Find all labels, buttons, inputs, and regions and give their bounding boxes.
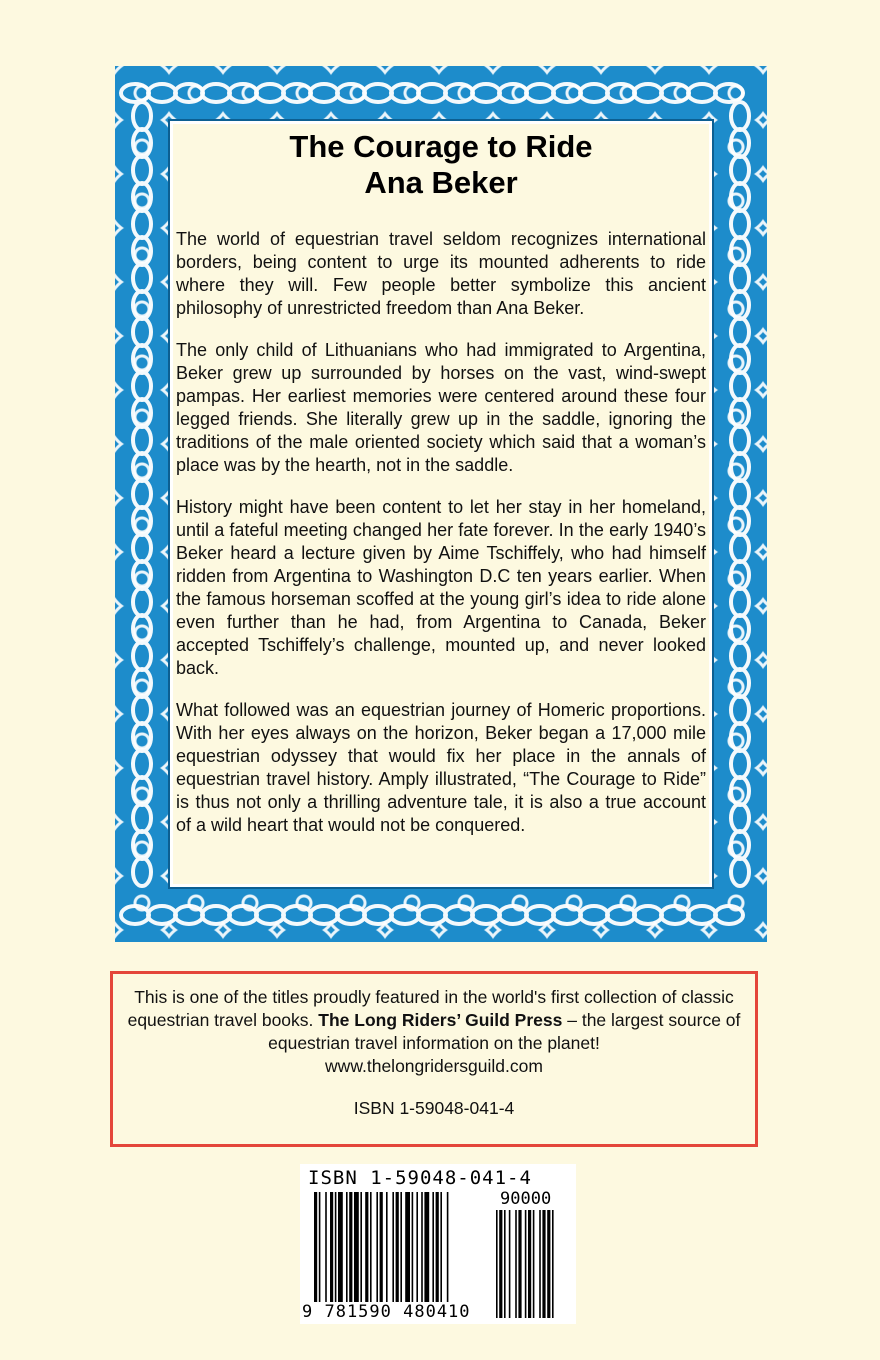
website-url: www.thelongridersguild.com xyxy=(325,1056,543,1076)
barcode-bar xyxy=(354,1192,359,1302)
knot-loop xyxy=(418,84,446,102)
knot-loop xyxy=(688,906,716,924)
knot-loop xyxy=(580,84,608,102)
knot-loop xyxy=(731,750,749,778)
knot-loop xyxy=(133,399,151,427)
knot-loop xyxy=(310,906,338,924)
isbn-text: ISBN 1-59048-041-4 xyxy=(353,1098,515,1118)
knot-loop xyxy=(133,183,151,211)
barcode-bar xyxy=(421,1192,423,1302)
barcode-bar xyxy=(360,1192,362,1302)
barcode-bar xyxy=(424,1192,429,1302)
knot-loop xyxy=(133,210,151,238)
knot-loop xyxy=(634,84,662,102)
paragraph: What followed was an equestrian journey of Homeric proportions. With her eyes always on the horizon, Beker began a 17,000 mile equestrian odyssey that would fix her place in the annals of equestrian travel history. Amply illustrated, “The Courage to Ride” is thus not only a thrilling adventure tale, it is also a true account of a wild heart that would not be conquered. xyxy=(176,700,706,835)
addon-bar xyxy=(496,1210,498,1318)
knot-loop xyxy=(133,642,151,670)
knot-loop xyxy=(731,831,749,859)
book-author: Ana Beker xyxy=(364,165,518,200)
knot-loop xyxy=(133,291,151,319)
addon-bar xyxy=(539,1210,541,1318)
knot-loop xyxy=(688,84,716,102)
barcode-bar xyxy=(447,1192,449,1302)
knot-loop xyxy=(202,84,230,102)
knot-loop xyxy=(634,906,662,924)
addon-bar xyxy=(547,1210,550,1318)
knot-loop xyxy=(731,318,749,346)
knot-loop xyxy=(133,696,151,724)
publisher-info-box xyxy=(110,971,758,1147)
paragraph: History might have been content to let her stay in her homeland, until a fateful meeting changed her fate forever. In the early 1940’s Beker heard a lecture given by Aime Tschiffely, who had himself ridden from Argentina to Washington D.C ten years earlier. When the famous horseman scoffed at the young girl’s idea to ride alone even further than he had, from Argentina to Canada, Beker accepted Tschiffely’s challenge, mounted up, and never looked back. xyxy=(176,497,706,678)
knot-loop xyxy=(310,84,338,102)
knot-loop xyxy=(121,906,149,924)
knot-loop xyxy=(731,210,749,238)
barcode-addon-number: 90000 xyxy=(500,1189,552,1209)
knot-loop xyxy=(731,561,749,589)
knot-loop xyxy=(445,906,473,924)
barcode-bar xyxy=(376,1192,378,1302)
barcode-bar xyxy=(400,1192,402,1302)
book-title: The Courage to Ride xyxy=(289,129,593,164)
knot-loop xyxy=(133,750,151,778)
knot-loop xyxy=(731,264,749,292)
knot-loop xyxy=(133,561,151,589)
knot-loop xyxy=(133,534,151,562)
knot-loop xyxy=(391,906,419,924)
addon-bar xyxy=(533,1210,535,1318)
knot-loop xyxy=(175,906,203,924)
knot-loop xyxy=(148,84,176,102)
knot-loop xyxy=(499,906,527,924)
barcode-bar xyxy=(396,1192,399,1302)
knot-loop xyxy=(391,84,419,102)
knot-loop xyxy=(202,906,230,924)
knot-loop xyxy=(731,615,749,643)
knot-loop xyxy=(731,507,749,535)
knot-loop xyxy=(337,906,365,924)
knot-loop xyxy=(731,129,749,157)
knot-loop xyxy=(661,906,689,924)
knot-loop xyxy=(229,906,257,924)
barcode-bar xyxy=(349,1192,352,1302)
barcode-bar xyxy=(346,1192,348,1302)
addon-bar xyxy=(504,1210,506,1318)
knot-loop xyxy=(148,906,176,924)
tagline-text: – the largest source of equestrian travel information on the planet! xyxy=(268,1010,741,1053)
knot-loop xyxy=(607,84,635,102)
knot-loop xyxy=(731,642,749,670)
knot-loop xyxy=(133,777,151,805)
paragraph: The world of equestrian travel seldom recognizes international borders, being content to urge its mounted adherents to ride where they will. Few people better symbolize this ancient philosophy of unrestricted freedom than Ana Beker. xyxy=(176,229,706,318)
knot-loop xyxy=(472,84,500,102)
addon-bar xyxy=(525,1210,527,1318)
addon-bar xyxy=(509,1210,511,1318)
knot-loop xyxy=(731,696,749,724)
knot-loop xyxy=(731,291,749,319)
knot-loop xyxy=(553,906,581,924)
knot-loop xyxy=(256,84,284,102)
knot-loop xyxy=(580,906,608,924)
knot-loop xyxy=(133,372,151,400)
addon-bar xyxy=(515,1210,517,1318)
description xyxy=(176,228,706,856)
addon-bar xyxy=(499,1210,502,1318)
knot-loop xyxy=(731,345,749,373)
knot-loop xyxy=(283,906,311,924)
barcode-bar xyxy=(365,1192,368,1302)
knot-loop xyxy=(133,858,151,886)
addon-bar xyxy=(552,1210,554,1318)
knot-loop xyxy=(731,669,749,697)
intro-text: This is one of the titles proudly featured in the world's first collection of classic equestrian travel books. xyxy=(127,987,734,1030)
knot-loop xyxy=(133,669,151,697)
knot-loop xyxy=(526,906,554,924)
barcode xyxy=(300,1164,576,1324)
knot-loop xyxy=(445,84,473,102)
knot-loop xyxy=(715,84,743,102)
paragraph: The only child of Lithuanians who had immigrated to Argentina, Beker grew up surrounded by horses on the vast, wind-swept pampas. Her earliest memories were centered around these four legged friends. She literally grew up in the saddle, ignoring the traditions of the male oriented society which said that a woman’s place was by the hearth, not in the saddle. xyxy=(176,340,706,475)
knot-loop xyxy=(731,426,749,454)
knot-loop xyxy=(731,480,749,508)
knot-loop xyxy=(526,84,554,102)
knot-loop xyxy=(418,906,446,924)
barcode-bar xyxy=(370,1192,372,1302)
knot-loop xyxy=(133,102,151,130)
barcode-isbn-label: ISBN 1-59048-041-4 xyxy=(308,1167,532,1189)
knot-loop xyxy=(731,237,749,265)
knot-loop xyxy=(499,84,527,102)
barcode-digits: 9 781590 480410 xyxy=(302,1302,471,1322)
barcode-bar xyxy=(386,1192,388,1302)
knot-loop xyxy=(731,453,749,481)
knot-loop xyxy=(133,345,151,373)
barcode-bar xyxy=(335,1192,337,1302)
addon-bar xyxy=(528,1210,531,1318)
barcode-bar xyxy=(392,1192,394,1302)
knot-loop xyxy=(364,84,392,102)
knot-loop xyxy=(175,84,203,102)
knot-loop xyxy=(133,129,151,157)
knot-loop xyxy=(133,426,151,454)
addon-bar xyxy=(542,1210,545,1318)
barcode-bar xyxy=(330,1192,333,1302)
knot-loop xyxy=(133,237,151,265)
addon-bar xyxy=(518,1210,521,1318)
knot-loop xyxy=(731,588,749,616)
knot-loop xyxy=(133,318,151,346)
knot-loop xyxy=(121,84,149,102)
barcode-bar xyxy=(416,1192,418,1302)
barcode-bar xyxy=(440,1192,442,1302)
knot-loop xyxy=(364,906,392,924)
barcode-bar xyxy=(325,1192,327,1302)
knot-loop xyxy=(283,84,311,102)
knot-loop xyxy=(133,615,151,643)
barcode-bar xyxy=(319,1192,321,1302)
knot-loop xyxy=(472,906,500,924)
knot-loop xyxy=(133,804,151,832)
knot-loop xyxy=(229,84,257,102)
book-heading xyxy=(170,129,712,201)
knot-loop xyxy=(731,858,749,886)
knot-loop xyxy=(337,84,365,102)
barcode-bar xyxy=(338,1192,343,1302)
knot-loop xyxy=(731,777,749,805)
knot-loop xyxy=(133,156,151,184)
knot-loop xyxy=(715,906,743,924)
knot-loop xyxy=(133,507,151,535)
barcode-bar xyxy=(314,1192,317,1302)
barcode-bar xyxy=(380,1192,383,1302)
knot-loop xyxy=(256,906,284,924)
knot-loop xyxy=(553,84,581,102)
knot-loop xyxy=(731,156,749,184)
knot-loop xyxy=(133,588,151,616)
knot-loop xyxy=(731,804,749,832)
knot-loop xyxy=(731,534,749,562)
knot-loop xyxy=(133,453,151,481)
knot-loop xyxy=(133,723,151,751)
knot-loop xyxy=(607,906,635,924)
knot-loop xyxy=(731,723,749,751)
knot-loop xyxy=(731,102,749,130)
knot-loop xyxy=(133,264,151,292)
knot-loop xyxy=(731,399,749,427)
knot-loop xyxy=(731,183,749,211)
knot-loop xyxy=(731,372,749,400)
barcode-bar xyxy=(432,1192,434,1302)
knot-loop xyxy=(133,480,151,508)
publisher-name: The Long Riders’ Guild Press xyxy=(318,1010,563,1030)
barcode-bar xyxy=(405,1192,410,1302)
knot-loop xyxy=(133,831,151,859)
publisher-blurb xyxy=(113,986,755,1055)
barcode-bar xyxy=(436,1192,439,1302)
barcode-bar xyxy=(412,1192,414,1302)
knot-loop xyxy=(661,84,689,102)
